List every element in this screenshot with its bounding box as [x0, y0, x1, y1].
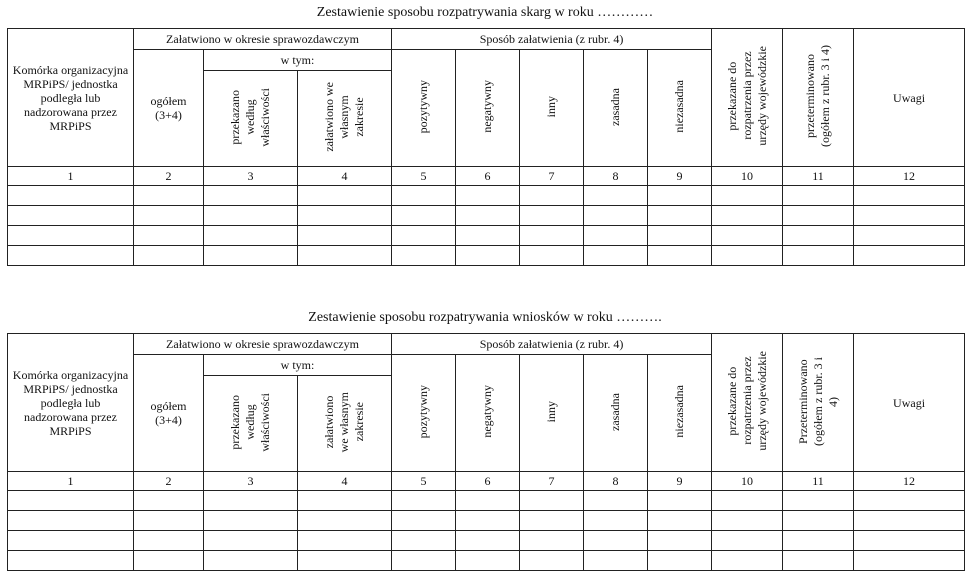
empty-cell — [8, 226, 134, 246]
empty-cell — [584, 226, 648, 246]
empty-cell — [8, 186, 134, 206]
column-number: 12 — [854, 472, 965, 491]
handled-group-header: Załatwiono w okresie sprawozdawczym — [134, 29, 392, 50]
empty-cell — [298, 246, 392, 266]
column-number: 8 — [584, 167, 648, 186]
table-row — [8, 531, 965, 551]
notes-header: Uwagi — [854, 334, 965, 472]
empty-cell — [134, 186, 204, 206]
empty-cell — [204, 186, 298, 206]
column-number: 11 — [783, 167, 854, 186]
empty-cell — [204, 246, 298, 266]
forwarded-header: przekazano według właściwości — [204, 376, 298, 472]
method-group-header: Sposób załatwienia (z rubr. 4) — [392, 334, 712, 355]
empty-cell — [712, 491, 783, 511]
column-number: 10 — [712, 167, 783, 186]
column-number: 1 — [8, 472, 134, 491]
empty-cell — [520, 246, 584, 266]
empty-cell — [854, 531, 965, 551]
justified-header: zasadna — [584, 50, 648, 167]
empty-cell — [8, 491, 134, 511]
empty-cell — [520, 206, 584, 226]
other-header: inny — [520, 50, 584, 167]
forwarded-header: przekazano według właściwości — [204, 71, 298, 167]
empty-cell — [204, 511, 298, 531]
empty-cell — [783, 246, 854, 266]
empty-cell — [204, 531, 298, 551]
overdue-header: Przeterminowano (ogółem z rubr. 3 i 4) — [783, 334, 854, 472]
empty-cell — [520, 186, 584, 206]
empty-cell — [298, 226, 392, 246]
empty-cell — [584, 531, 648, 551]
empty-cell — [392, 531, 456, 551]
empty-cell — [392, 206, 456, 226]
empty-cell — [854, 246, 965, 266]
empty-cell — [648, 206, 712, 226]
unjustified-header: niezasadna — [648, 355, 712, 472]
notes-header: Uwagi — [854, 29, 965, 167]
empty-cell — [392, 186, 456, 206]
empty-cell — [298, 511, 392, 531]
empty-cell — [8, 206, 134, 226]
column-number: 11 — [783, 472, 854, 491]
empty-cell — [648, 511, 712, 531]
empty-cell — [204, 551, 298, 571]
handled-group-header: Załatwiono w okresie sprawozdawczym — [134, 334, 392, 355]
table-row — [8, 551, 965, 571]
org-unit-header: Komórka organizacyjna MRPiPS/ jednostka podległa lub nadzorowana przez MRPiPS — [8, 334, 134, 472]
empty-cell — [712, 531, 783, 551]
table-row — [8, 226, 965, 246]
table-row — [8, 491, 965, 511]
empty-cell — [456, 551, 520, 571]
method-group-header: Sposób załatwienia (z rubr. 4) — [392, 29, 712, 50]
column-number: 5 — [392, 167, 456, 186]
empty-cell — [783, 206, 854, 226]
empty-cell — [854, 491, 965, 511]
other-header: inny — [520, 355, 584, 472]
empty-cell — [8, 551, 134, 571]
empty-cell — [456, 531, 520, 551]
table-row — [8, 246, 965, 266]
empty-cell — [392, 226, 456, 246]
empty-cell — [584, 551, 648, 571]
empty-cell — [712, 186, 783, 206]
column-number: 3 — [204, 472, 298, 491]
empty-cell — [854, 186, 965, 206]
empty-cell — [298, 551, 392, 571]
empty-cell — [854, 206, 965, 226]
empty-cell — [648, 246, 712, 266]
to-voivodes-header: przekazane do rozpatrzenia przez urzędy wojewódzkie — [712, 29, 783, 167]
column-number-row — [8, 472, 965, 491]
empty-cell — [648, 186, 712, 206]
column-number-row — [8, 167, 965, 186]
positive-header: pozytywny — [392, 355, 456, 472]
empty-cell — [854, 226, 965, 246]
empty-cell — [648, 226, 712, 246]
requests-data-rows — [8, 491, 965, 571]
empty-cell — [783, 491, 854, 511]
empty-cell — [783, 531, 854, 551]
empty-cell — [204, 206, 298, 226]
empty-cell — [204, 226, 298, 246]
complaints-data-rows — [8, 186, 965, 266]
column-number: 8 — [584, 472, 648, 491]
empty-cell — [783, 226, 854, 246]
empty-cell — [783, 551, 854, 571]
positive-header: pozytywny — [392, 50, 456, 167]
column-number: 3 — [204, 167, 298, 186]
empty-cell — [584, 246, 648, 266]
column-number: 9 — [648, 472, 712, 491]
empty-cell — [298, 491, 392, 511]
empty-cell — [712, 226, 783, 246]
column-number: 4 — [298, 472, 392, 491]
complaints-table — [7, 28, 965, 266]
complaints-table-title: Zestawienie sposobu rozpatrywania skarg w roku ………… — [316, 5, 654, 20]
empty-cell — [584, 491, 648, 511]
org-unit-header: Komórka organizacyjna MRPiPS/ jednostka podległa lub nadzorowana przez MRPiPS — [8, 29, 134, 167]
table-row — [8, 186, 965, 206]
empty-cell — [520, 511, 584, 531]
empty-cell — [783, 511, 854, 531]
table-row — [8, 511, 965, 531]
empty-cell — [392, 551, 456, 571]
empty-cell — [712, 206, 783, 226]
empty-cell — [134, 206, 204, 226]
of-which-header: w tym: — [204, 50, 392, 71]
column-number: 1 — [8, 167, 134, 186]
empty-cell — [520, 551, 584, 571]
empty-cell — [854, 551, 965, 571]
column-number: 7 — [520, 167, 584, 186]
empty-cell — [456, 491, 520, 511]
empty-cell — [648, 531, 712, 551]
empty-cell — [134, 226, 204, 246]
column-number: 6 — [456, 472, 520, 491]
empty-cell — [712, 511, 783, 531]
column-number: 9 — [648, 167, 712, 186]
of-which-header: w tym: — [204, 355, 392, 376]
empty-cell — [648, 551, 712, 571]
table-row — [8, 206, 965, 226]
handled-own-header: załatwiono we własnym zakresie — [298, 71, 392, 167]
empty-cell — [392, 491, 456, 511]
negative-header: negatywny — [456, 50, 520, 167]
empty-cell — [134, 531, 204, 551]
requests-table — [7, 333, 965, 571]
empty-cell — [456, 511, 520, 531]
unjustified-header: niezasadna — [648, 50, 712, 167]
column-number: 7 — [520, 472, 584, 491]
empty-cell — [520, 226, 584, 246]
column-number: 5 — [392, 472, 456, 491]
requests-table-title: Zestawienie sposobu rozpatrywania wniosków w roku ………. — [308, 310, 662, 325]
handled-total-header: ogółem (3+4) — [134, 50, 204, 167]
empty-cell — [456, 246, 520, 266]
empty-cell — [648, 491, 712, 511]
empty-cell — [298, 531, 392, 551]
negative-header: negatywny — [456, 355, 520, 472]
empty-cell — [456, 206, 520, 226]
empty-cell — [584, 186, 648, 206]
empty-cell — [134, 511, 204, 531]
empty-cell — [8, 511, 134, 531]
empty-cell — [584, 206, 648, 226]
handled-own-header: załatwiono we własnym zakresie — [298, 376, 392, 472]
empty-cell — [298, 206, 392, 226]
empty-cell — [854, 511, 965, 531]
empty-cell — [783, 186, 854, 206]
empty-cell — [8, 246, 134, 266]
column-number: 6 — [456, 167, 520, 186]
to-voivodes-header: przekazane do rozpatrzenia przez urzędy wojewódzkie — [712, 334, 783, 472]
empty-cell — [392, 511, 456, 531]
empty-cell — [712, 246, 783, 266]
empty-cell — [520, 491, 584, 511]
column-number: 4 — [298, 167, 392, 186]
empty-cell — [584, 511, 648, 531]
empty-cell — [204, 491, 298, 511]
column-number: 2 — [134, 167, 204, 186]
empty-cell — [456, 186, 520, 206]
empty-cell — [298, 186, 392, 206]
empty-cell — [456, 226, 520, 246]
empty-cell — [520, 531, 584, 551]
handled-total-header: ogółem (3+4) — [134, 355, 204, 472]
column-number: 10 — [712, 472, 783, 491]
empty-cell — [392, 246, 456, 266]
empty-cell — [134, 246, 204, 266]
empty-cell — [8, 531, 134, 551]
column-number: 2 — [134, 472, 204, 491]
empty-cell — [712, 551, 783, 571]
empty-cell — [134, 491, 204, 511]
justified-header: zasadna — [584, 355, 648, 472]
empty-cell — [134, 551, 204, 571]
overdue-header: przeterminowano (ogółem z rubr. 3 i 4) — [783, 29, 854, 167]
column-number: 12 — [854, 167, 965, 186]
